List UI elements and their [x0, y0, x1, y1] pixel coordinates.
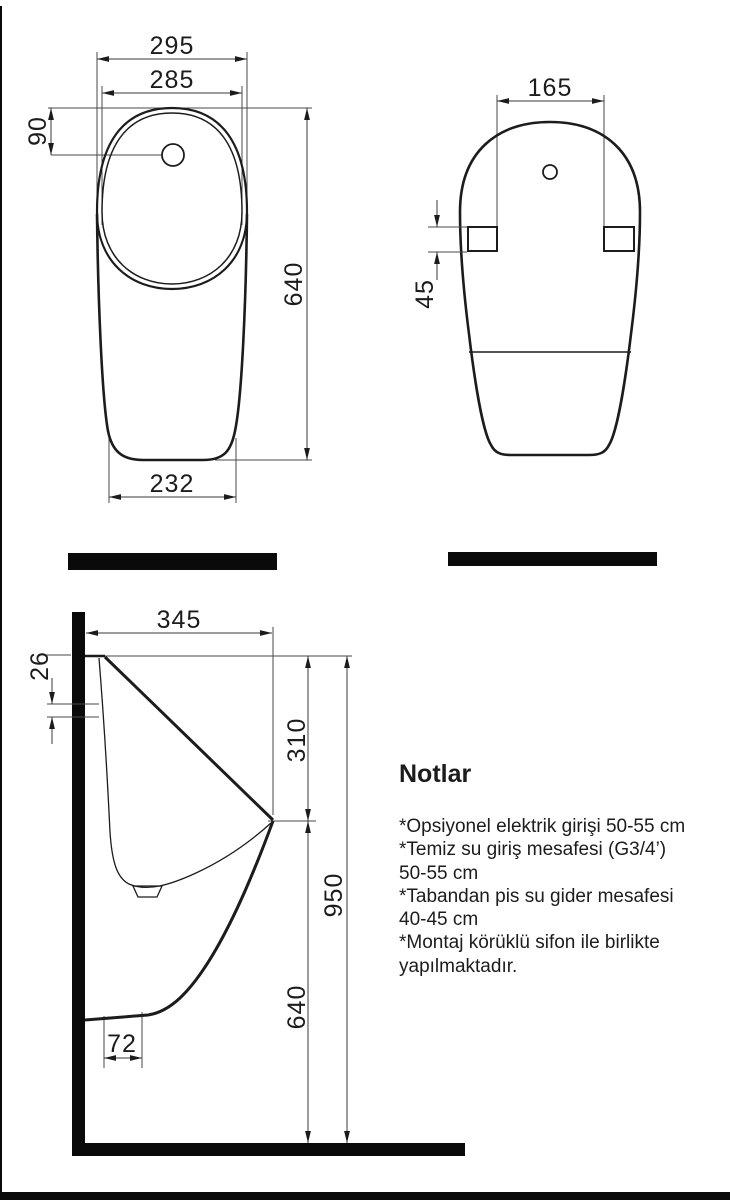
wall-hatch-bar [72, 612, 85, 1156]
side-bottom-curve [85, 821, 273, 1020]
dim-label-front-inner-width: 285 [149, 66, 195, 94]
dim-label-side-outlet-offset: 72 [107, 1030, 137, 1058]
floor-hatch-bar [72, 1143, 465, 1156]
note-line: *Tabandan pis su gider mesafesi [399, 885, 674, 907]
note-line: *Temiz su giriş mesafesi (G3/4’) [399, 839, 667, 861]
dim-label-front-outer-width: 295 [149, 32, 195, 60]
wall-section-bar-right [448, 552, 657, 566]
back-view [411, 74, 640, 455]
notes-heading: Notlar [399, 760, 472, 788]
wall-section-bar-left [68, 553, 277, 570]
side-front-slope [105, 657, 273, 820]
back-inlet-hole [543, 165, 557, 179]
note-line: yapılmaktadır. [399, 955, 518, 977]
page-border-bottom [0, 1192, 730, 1200]
dim-label-side-depth: 345 [156, 606, 202, 634]
dim-label-side-upper-height: 310 [283, 717, 311, 763]
back-body-outline [460, 122, 640, 455]
note-line: *Montaj körüklü sifon ile birlikte [399, 932, 660, 954]
dim-label-back-slot-height: 45 [411, 279, 439, 309]
front-spud-hole [162, 144, 184, 166]
dim-label-side-lower-height: 640 [283, 984, 311, 1030]
dim-label-front-spud-offset: 90 [24, 116, 52, 146]
back-fixing-slot-right [604, 227, 634, 251]
dim-label-back-fixing-width: 165 [527, 74, 573, 102]
dim-label-front-base-width: 232 [149, 470, 195, 498]
dim-label-side-total-height: 950 [320, 872, 348, 918]
notes-block [399, 760, 719, 978]
note-line: 50-55 cm [399, 862, 479, 884]
front-view [24, 32, 312, 503]
side-inner-bowl-line [99, 658, 271, 887]
dim-label-front-height: 640 [280, 261, 308, 307]
note-line: 40-45 cm [399, 909, 479, 931]
page-border-left [0, 6, 2, 1200]
dim-label-side-top-offset: 26 [26, 651, 54, 681]
note-line: *Opsiyonel elektrik girişi 50-55 cm [399, 816, 686, 837]
front-rim-inner [102, 113, 242, 284]
back-fixing-slot-left [468, 227, 497, 251]
front-body-outline [97, 214, 247, 460]
